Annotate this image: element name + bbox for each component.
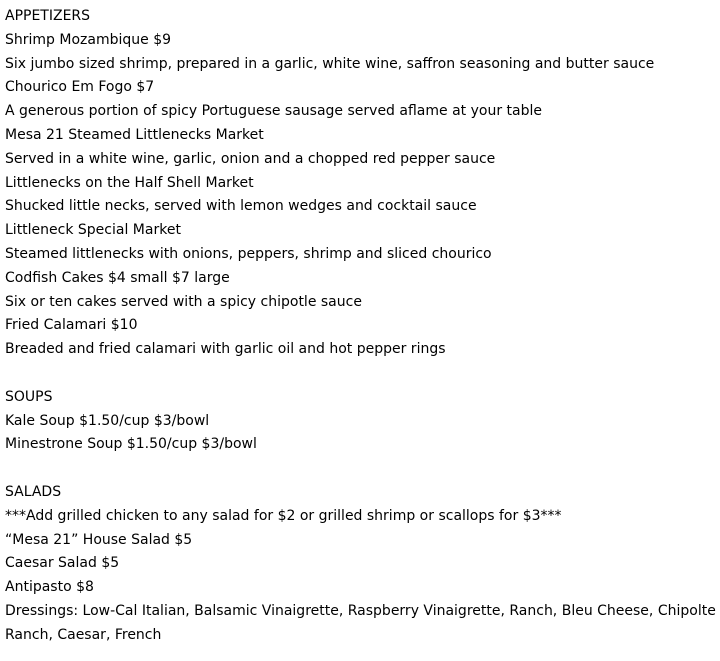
menu-item-title: Littleneck Special Market (5, 222, 181, 239)
menu-item-title: Antipasto $8 (5, 579, 94, 596)
appetizers-heading: APPETIZERS (5, 8, 91, 24)
menu-item-title: “Mesa 21” House Salad $5 (5, 531, 193, 548)
menu-item-title: Fried Calamari $10 (5, 317, 138, 334)
menu-item-title: Mesa 21 Steamed Littlenecks Market (5, 126, 264, 143)
menu-item-title: Littlenecks on the Half Shell Market (5, 174, 254, 191)
dressings-list: Dressings: Low-Cal Italian, Balsamic Vinaigrette, Raspberry Vinaigrette, Ranch, Bleu Cheese, Chipolte Ranch, Caesar, French (5, 602, 716, 643)
menu-item-title: Chourico Em Fogo $7 (5, 79, 155, 96)
menu-item-title: Kale Soup $1.50/cup $3/bowl (5, 412, 210, 429)
soups-heading: SOUPS (5, 388, 53, 405)
menu-item-description: Six or ten cakes served with a spicy chipotle sauce (5, 293, 362, 310)
section-spacer (5, 457, 720, 481)
menu-item-description: Steamed littlenecks with onions, peppers, shrimp and sliced chourico (5, 245, 492, 262)
menu-item-title: Minestrone Soup $1.50/cup $3/bowl (5, 436, 257, 453)
menu-item-title: Codfish Cakes $4 small $7 large (5, 269, 230, 286)
salads-section (5, 481, 720, 648)
salads-note: ***Add grilled chicken to any salad for $2 or grilled shrimp or scallops for $3*** (5, 507, 562, 524)
menu-item-description: A generous portion of spicy Portuguese sausage served aflame at your table (5, 103, 542, 120)
section-spacer (5, 362, 720, 386)
salads-heading: SALADS (5, 483, 62, 500)
menu-item-description: Breaded and fried calamari with garlic oil and hot pepper rings (5, 341, 446, 358)
menu-item-title: Caesar Salad $5 (5, 555, 120, 572)
soups-section (5, 386, 720, 457)
menu-item-description: Six jumbo sized shrimp, prepared in a garlic, white wine, saffron seasoning and butter sauce (5, 55, 655, 72)
appetizers-section (5, 5, 720, 362)
menu-item-title: Shrimp Mozambique $9 (5, 31, 172, 48)
menu-item-description: Served in a white wine, garlic, onion and a chopped red pepper sauce (5, 150, 496, 167)
menu-item-description: Shucked little necks, served with lemon wedges and cocktail sauce (5, 198, 477, 215)
